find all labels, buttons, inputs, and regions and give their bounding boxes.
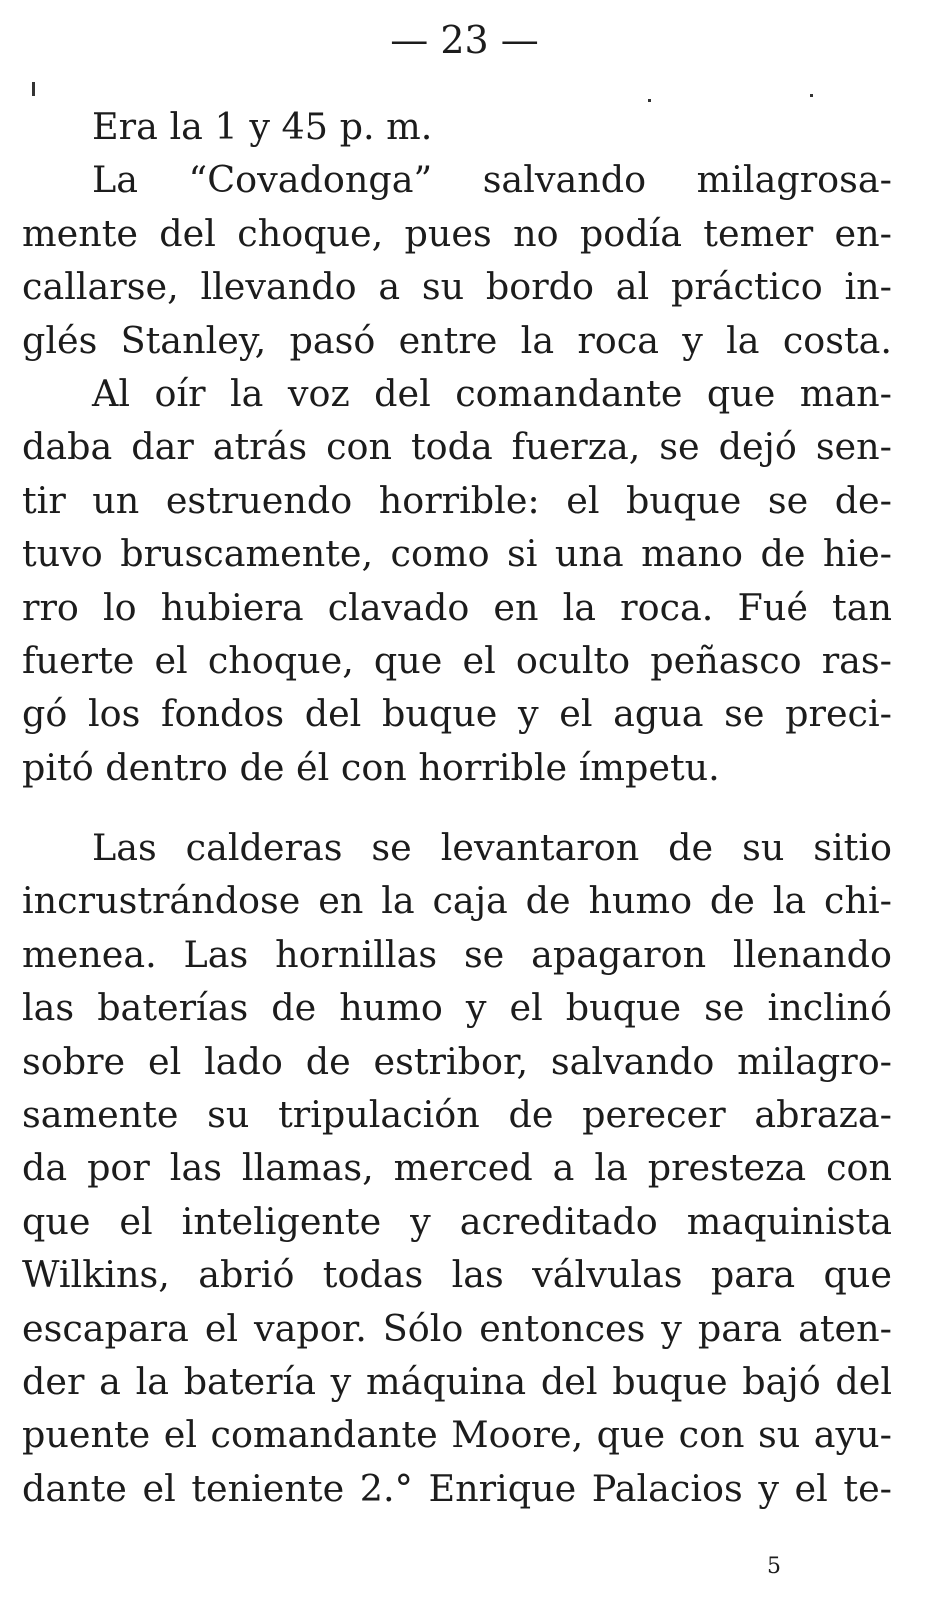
text-line: daba dar atrás con toda fuerza, se dejó sen- [22, 425, 892, 469]
text-line: La “Covadonga” salvando milagrosa- [92, 158, 892, 202]
text-line: Las calderas se levantaron de su sitio [92, 826, 892, 870]
text-line: rro lo hubiera clavado en la roca. Fué tan [22, 585, 892, 629]
text-line: que el inteligente y acreditado maquinista [22, 1199, 892, 1243]
text-line: las baterías de humo y el buque se inclinó [22, 986, 892, 1030]
text-line: sobre el lado de estribor, salvando milagro- [22, 1039, 892, 1083]
text-line: dante el teniente 2.° Enrique Palacios y el te- [22, 1466, 892, 1510]
print-speck [810, 94, 813, 97]
text-line: callarse, llevando a su bordo al práctico in- [22, 265, 892, 309]
printer-signature-mark: 5 [767, 1554, 781, 1579]
text-line: incrustrándose en la caja de humo de la chi- [22, 879, 892, 923]
text-line: puente el comandante Moore, que con su ayu- [22, 1413, 892, 1457]
text-line: samente su tripulación de perecer abraza- [22, 1093, 892, 1137]
text-line: glés Stanley, pasó entre la roca y la costa. [22, 318, 892, 362]
text-line: da por las llamas, merced a la presteza con [22, 1146, 892, 1190]
text-line: Wilkins, abrió todas las válvulas para que [22, 1253, 892, 1297]
text-line: tir un estruendo horrible: el buque se de- [22, 478, 892, 522]
body-text [22, 100, 892, 1515]
page-number: — 23 — [390, 18, 539, 62]
paragraph-gap [22, 794, 892, 821]
text-line: menea. Las hornillas se apagaron llenando [22, 932, 892, 976]
text-line: gó los fondos del buque y el agua se preci- [22, 692, 892, 736]
text-line: fuerte el choque, que el oculto peñasco ras- [22, 638, 892, 682]
text-line: tuvo bruscamente, como si una mano de hie- [22, 532, 892, 576]
text-line: escapara el vapor. Sólo entonces y para aten- [22, 1306, 892, 1350]
text-line: Al oír la voz del comandante que man- [92, 371, 892, 415]
print-speck [32, 82, 35, 96]
text-line: der a la batería y máquina del buque bajó del [22, 1359, 892, 1403]
text-line: mente del choque, pues no podía temer en- [22, 211, 892, 255]
text-line: Era la 1 y 45 p. m. [92, 105, 433, 148]
text-line: pitó dentro de él con horrible ímpetu. [22, 745, 720, 789]
